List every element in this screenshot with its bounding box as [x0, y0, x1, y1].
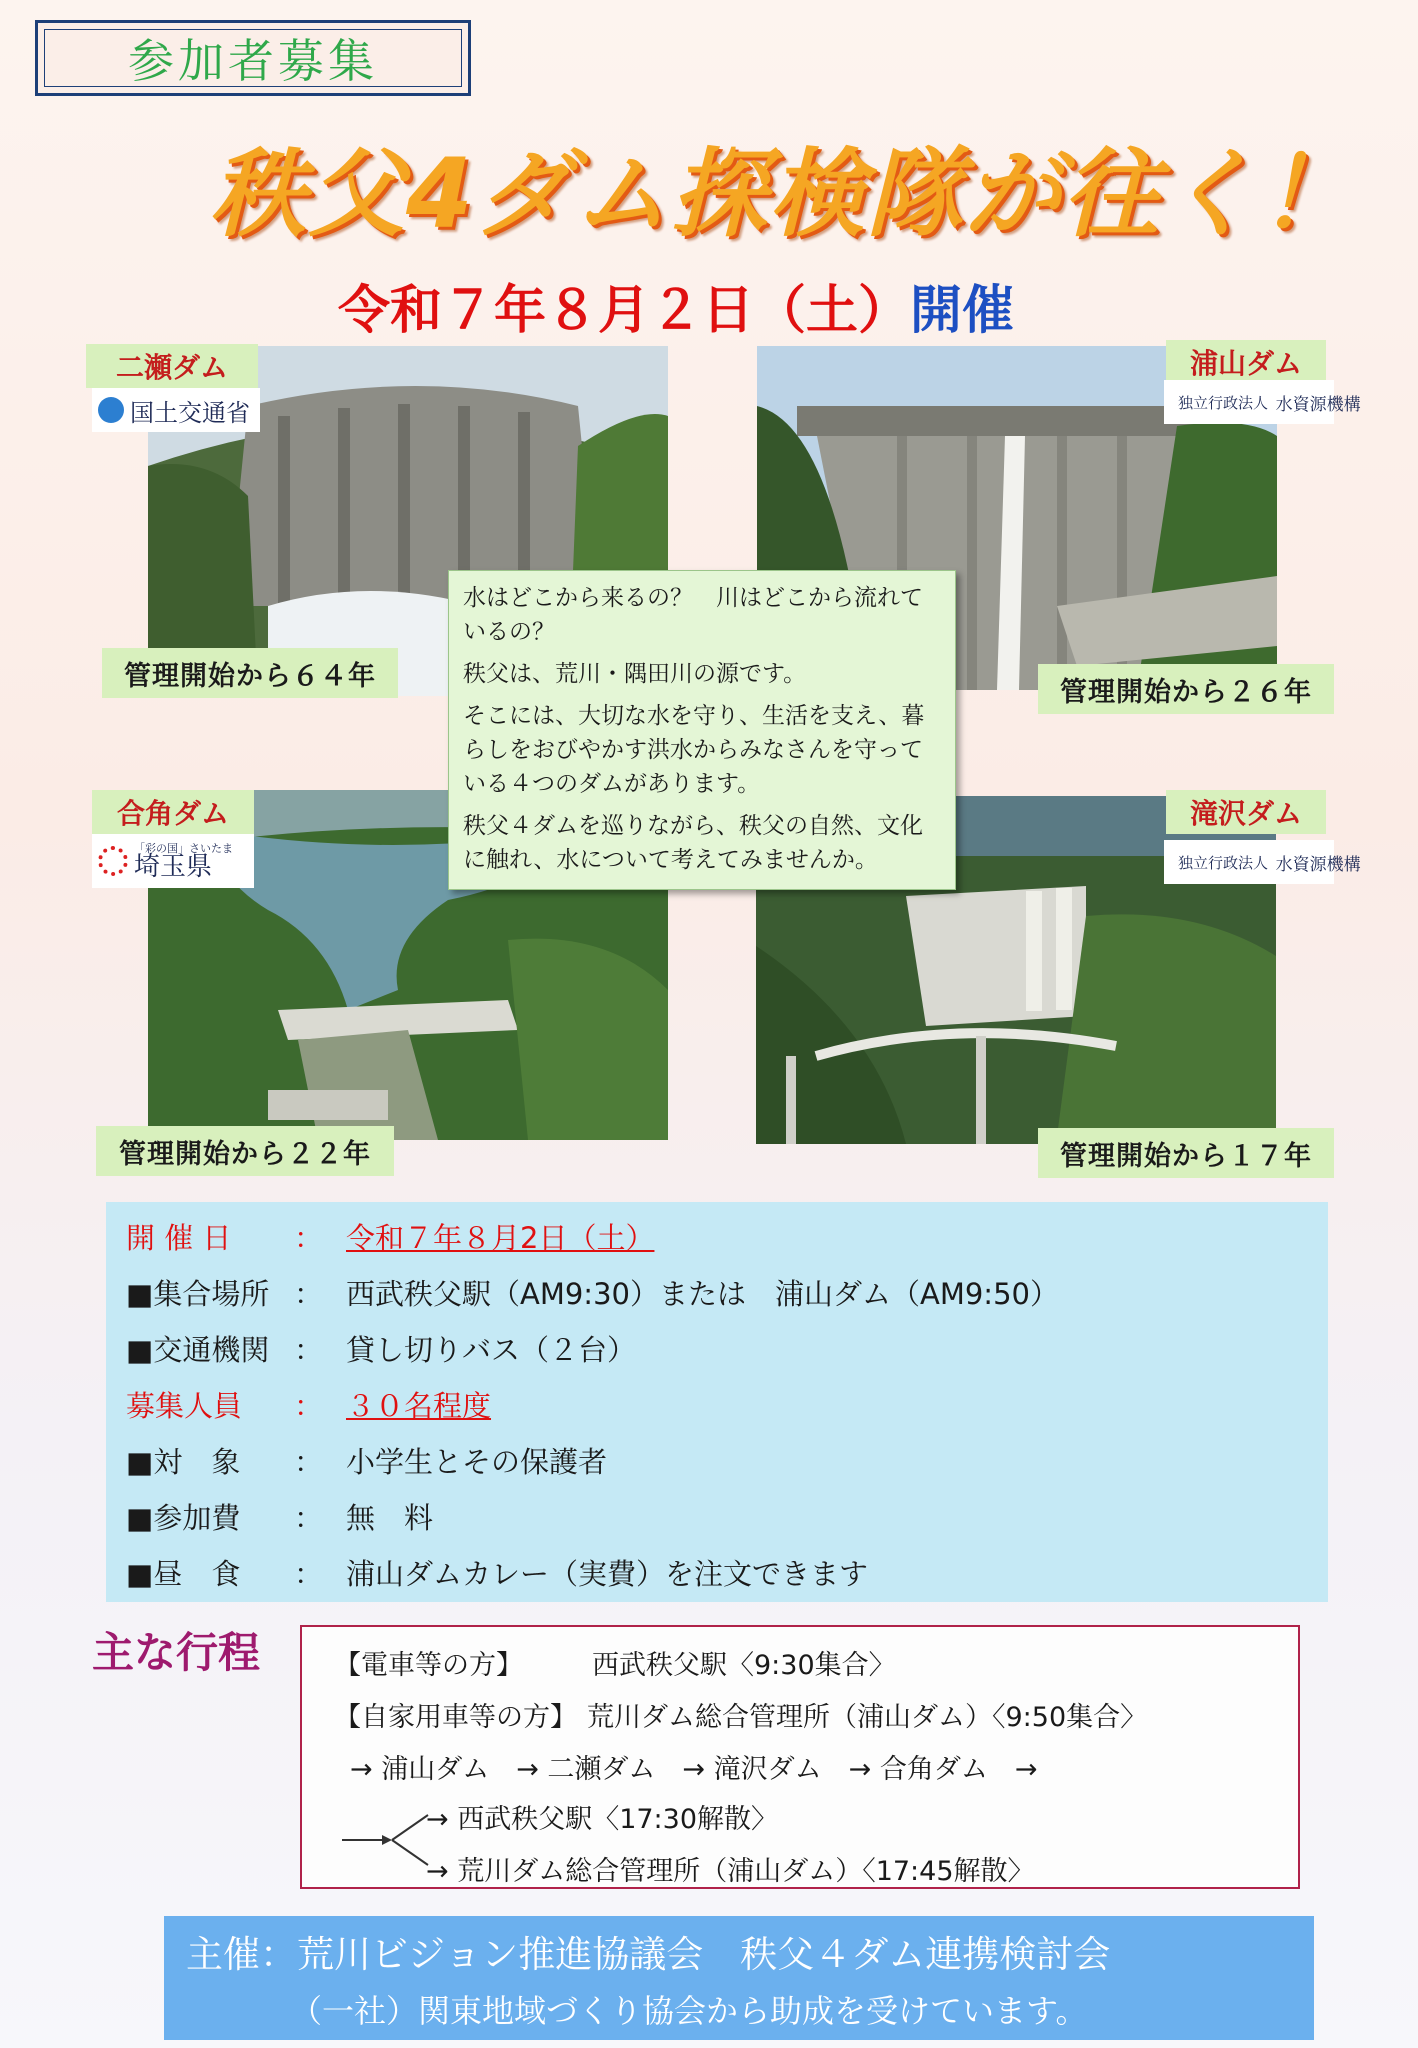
- intro-textbox: [448, 570, 956, 890]
- takizawa-org-logo: [1164, 840, 1361, 884]
- info-value: ３０名程度: [346, 1389, 492, 1423]
- intro-dams: そこには、大切な水を守り、生活を支え、暮らしをおびやかす洪水からみなさんを守っている４つのダムがあります。: [463, 703, 925, 797]
- event-date-suffix: 開催: [910, 281, 1015, 341]
- info-key: ■集合場所: [126, 1277, 270, 1311]
- info-value: 西武秩父駅（AM9:30）または 浦山ダム（AM9:50）: [346, 1277, 1059, 1311]
- event-date: 令和７年８月２日（土）: [338, 281, 911, 341]
- itinerary-train: [334, 1643, 896, 1682]
- futase-years-badge: 管理開始から６４年: [102, 648, 398, 698]
- takizawa-org-type: 独立行政法人: [1178, 853, 1269, 872]
- info-row-transport: ■交通機関 ： 貸し切りバス（２台）: [126, 1328, 636, 1369]
- urayama-org-type: 独立行政法人: [1178, 393, 1269, 412]
- recruit-label: 参加者募集: [128, 34, 378, 88]
- info-row-meeting-place: ■集合場所 ： 西武秩父駅（AM9:30）または 浦山ダム（AM9:50）: [126, 1272, 1059, 1313]
- itinerary-box: [300, 1625, 1300, 1889]
- event-date-heading: [338, 268, 1015, 341]
- info-key: ■昼 食: [126, 1557, 241, 1591]
- itinerary-route: → 浦山ダム → 二瀬ダム → 滝沢ダム → 合角ダム →: [350, 1754, 1038, 1785]
- takizawa-dam-label: 滝沢ダム: [1166, 790, 1326, 834]
- gokado-org-name: 埼玉県: [134, 851, 213, 882]
- itinerary-car: [334, 1695, 1147, 1734]
- gokado-years-badge: 管理開始から２２年: [96, 1126, 394, 1176]
- saitama-logo-icon: [98, 846, 128, 876]
- info-row-target: ■対 象 ： 小学生とその保護者: [126, 1440, 607, 1481]
- info-key: 募集人員: [126, 1389, 243, 1423]
- takizawa-org-name: 水資源機構: [1275, 854, 1361, 875]
- organizer-text: 主催：荒川ビジョン推進協議会 秩父４ダム連携検討会: [186, 1933, 1111, 1976]
- urayama-org-name: 水資源機構: [1275, 394, 1361, 415]
- mlit-logo-icon: [98, 397, 124, 423]
- urayama-dam-label: 浦山ダム: [1166, 340, 1326, 384]
- info-value: 令和７年８月2日（土）: [346, 1221, 655, 1255]
- futase-org-logo: [92, 388, 260, 432]
- intro-invitation: 秩父４ダムを巡りながら、秩父の自然、文化に触れ、水について考えてみませんか。: [463, 813, 923, 873]
- itinerary-title: 主な行程: [92, 1628, 261, 1677]
- info-key: ■対 象: [126, 1445, 241, 1479]
- grant-text: （一社）関東地域づくり協会から助成を受けています。: [290, 1992, 1088, 2030]
- organizer-footer: [164, 1916, 1314, 2040]
- itinerary-car-value: 荒川ダム総合管理所（浦山ダム）〈9:50集合〉: [587, 1702, 1148, 1733]
- intro-question: 水はどこから来るの？ 川はどこから流れているの？: [463, 585, 923, 645]
- info-row-date: 開 催 日 ： 令和７年８月2日（土）: [126, 1216, 654, 1257]
- urayama-org-logo: [1164, 380, 1361, 424]
- info-key: ■交通機関: [126, 1333, 270, 1367]
- urayama-years-badge: 管理開始から２６年: [1038, 664, 1334, 714]
- futase-dam-label: 二瀬ダム: [86, 344, 258, 388]
- info-value: 浦山ダムカレー（実費）を注文できます: [346, 1557, 869, 1591]
- info-row-lunch: ■昼 食 ： 浦山ダムカレー（実費）を注文できます: [126, 1552, 868, 1593]
- recruit-frame: [35, 20, 471, 96]
- itinerary-end-station: → 西武秩父駅〈17:30解散〉: [426, 1804, 779, 1835]
- info-value: 無 料: [346, 1501, 434, 1535]
- itinerary-train-label: 【電車等の方】: [334, 1650, 523, 1681]
- takizawa-years-badge: 管理開始から１７年: [1038, 1128, 1334, 1178]
- info-value: 小学生とその保護者: [346, 1445, 608, 1479]
- itinerary-train-value: 西武秩父駅〈9:30集合〉: [592, 1650, 896, 1681]
- info-row-capacity: 募集人員 ： ３０名程度: [126, 1384, 491, 1425]
- gokado-org-logo: [92, 834, 254, 888]
- gokado-dam-label: 合角ダム: [92, 790, 254, 834]
- info-value: 貸し切りバス（２台）: [346, 1333, 637, 1367]
- info-row-fee: ■参加費 ： 無 料: [126, 1496, 433, 1537]
- itinerary-end-office: → 荒川ダム総合管理所（浦山ダム）〈17:45解散〉: [426, 1856, 1035, 1887]
- itinerary-car-label: 【自家用車等の方】: [334, 1702, 577, 1733]
- main-title: 秩父4ダム探検隊が往く！: [210, 138, 1357, 250]
- intro-source: 秩父は、荒川・隅田川の源です。: [463, 661, 807, 687]
- info-key: ■参加費: [126, 1501, 241, 1535]
- futase-org-name: 国土交通省: [130, 398, 250, 427]
- gokado-org-type: 「彩の国」さいたま: [134, 841, 233, 855]
- info-key: 開 催 日: [126, 1221, 232, 1255]
- event-info-box: [106, 1202, 1328, 1602]
